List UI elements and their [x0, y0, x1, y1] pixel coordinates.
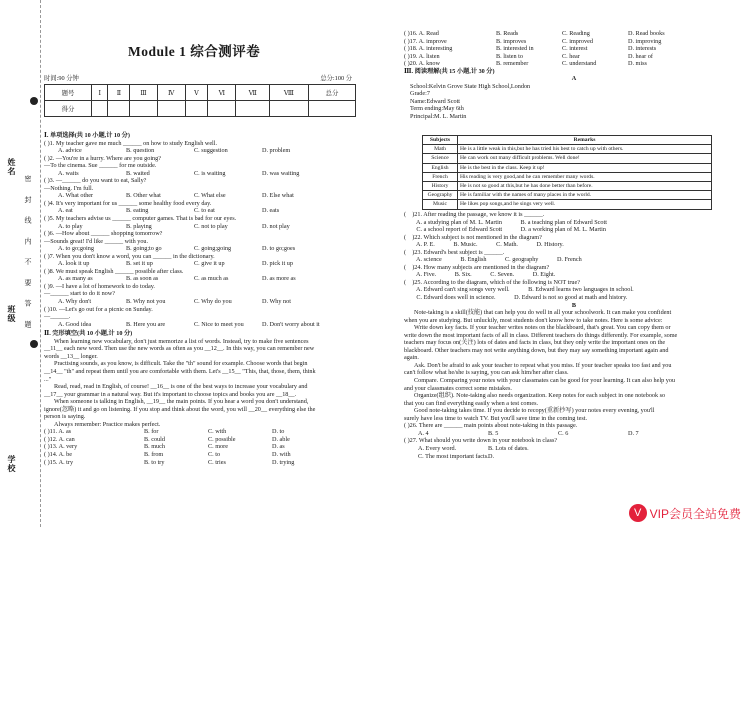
option: B. for — [144, 428, 159, 436]
subject-remark: He can work out many difficult problems. Well done! — [458, 154, 712, 163]
options-row — [44, 207, 352, 215]
cloze-question: ( )15. A. try — [44, 458, 74, 466]
option: C. to — [208, 450, 221, 458]
subject-remark: His reading is very good,and he can remember many words. — [458, 172, 712, 181]
score-cell — [208, 101, 236, 117]
score-cell — [92, 101, 108, 117]
option: D. to — [272, 428, 285, 436]
report-info-line: Grade:7 — [410, 90, 430, 98]
option: C. Reading — [562, 30, 590, 37]
options-row — [44, 275, 352, 283]
option: A. Every word. — [418, 444, 457, 452]
option: A. look it up — [58, 260, 90, 268]
passage-b-label: B — [571, 301, 577, 309]
question-stem: ( )2. —You're in a hurry. Where are you going? — [44, 154, 161, 162]
cloze-text-line: ..." — [44, 375, 52, 383]
vip-icon: V — [629, 504, 647, 522]
cloze-question: ( )13. A. very — [44, 443, 78, 451]
option: B. Reads — [496, 30, 519, 37]
option: A. What other — [58, 192, 94, 200]
score-header-cell: Ⅲ — [130, 85, 157, 101]
cloze-text-line: __17__ your grammar in a natural way. But it's important to choose topics and books you are __18__. — [44, 390, 297, 398]
options-row — [404, 453, 744, 461]
option: D. as more as — [262, 275, 296, 283]
passage-b-line: teachers may focus on(关注) lots of dates and facts in class, but they only write the important ones on the — [404, 339, 666, 347]
subject-row — [423, 145, 712, 154]
score-cell — [236, 101, 270, 117]
option: B. question — [126, 147, 155, 155]
option: B. remember — [496, 60, 529, 68]
option: D. interests — [628, 45, 657, 53]
option: D. hear of — [628, 52, 653, 60]
reading-question-line: ( )23. Edward's best subject is ______. — [404, 248, 505, 256]
options-row — [44, 260, 352, 268]
option: B. 5 — [488, 429, 499, 437]
subject-row — [423, 154, 712, 163]
option: B. Lots of dates. — [488, 444, 529, 452]
score-cell — [308, 101, 355, 117]
option: C. not to play — [194, 222, 228, 230]
option: B. to try — [144, 458, 165, 466]
cloze-question: ( )16. A. Read — [404, 30, 439, 37]
passage-b-line: blackboard. Other teachers may not write anything down, but they may say something important again and — [404, 346, 669, 354]
score-cell — [157, 101, 185, 117]
passage-b-line: surely have less time to watch TV. But you'll save time in the coming test. — [404, 414, 588, 422]
option: B. listen to — [496, 52, 523, 60]
passage-a-label: A — [571, 75, 577, 83]
th-subjects: Subjects — [423, 136, 458, 145]
reading-question-line: A. P. E. B. Music. C. Math. D. History. — [404, 241, 564, 249]
question-stem: —______ start to do it now? — [44, 290, 115, 298]
cloze-option-row — [44, 436, 352, 444]
option: C. understand — [562, 60, 597, 68]
question-stem: —______. — [44, 313, 71, 321]
cloze-option-row — [44, 459, 352, 467]
option: D. was waiting — [262, 169, 300, 177]
binding-hole-top — [30, 97, 38, 105]
exam-meta — [44, 73, 352, 82]
vip-badge[interactable] — [629, 504, 741, 522]
question-stem: ( )10. —Let's go out for a picnic on Sunday. — [44, 305, 153, 313]
option: D. — [488, 452, 495, 460]
option: B. waited — [126, 169, 150, 177]
option: D. trying — [272, 458, 295, 466]
options-row — [404, 445, 744, 453]
subject-remark: He is the best in the class. Keep it up! — [458, 163, 712, 172]
cloze-text-line: Always remember: Practice makes perfect. — [54, 420, 161, 428]
cloze-question: ( )19. A. listen — [404, 52, 440, 60]
option: C. to eat — [194, 207, 215, 215]
option: C. with — [208, 428, 227, 436]
question-stem: —Sounds great! I'd like ______ with you. — [44, 237, 149, 245]
reading-question-line: C. a school report of Edward Scott D. a working plan of M. L. Martin — [404, 226, 606, 234]
cloze-option-row — [404, 45, 744, 53]
report-info-line: Term ending:May 6th — [410, 105, 464, 113]
option: B. improves — [496, 37, 527, 45]
question-stem: ( )7. When you don't know a word, you can ______ in the dictionary. — [44, 252, 215, 260]
option: D. with — [272, 450, 291, 458]
cloze-question: ( )20. A. know — [404, 60, 440, 68]
question-stem: ( )6. —How about ______ shopping tomorrow? — [44, 230, 163, 238]
question-stem: ( )5. My teachers advise us ______ computer games. That is bad for our eyes. — [44, 215, 237, 223]
option: C. suggestion — [194, 147, 228, 155]
reading-question-line: ( )25. According to the diagram, which of the following is NOT true? — [404, 278, 581, 286]
cloze-text-line: person is saying. — [44, 413, 86, 421]
option: D. Read books — [628, 30, 665, 37]
passage-b-line: when you are studying. But unluckily, most students don't know how to take notes. Here is some advice: — [404, 316, 663, 324]
school-label: 学校 — [7, 455, 16, 473]
score-header-cell: Ⅴ — [185, 85, 208, 101]
passage-b-line: and your classmates correct some mistakes. — [404, 384, 512, 392]
option: D. Don't worry about it — [262, 320, 320, 328]
section-3-heading: Ⅲ. 阅读理解(共 15 小题,计 30 分) — [404, 67, 495, 75]
option: D. eats — [262, 207, 280, 215]
option: D. as — [272, 443, 285, 451]
subject-name: English — [423, 163, 458, 172]
option: B. from — [144, 450, 164, 458]
option: A. advice — [58, 147, 82, 155]
question-stem: ( )26. There are ______ main points about note-taking in this passage. — [404, 422, 578, 430]
reading-question-line: A. a studying plan of M. L. Martin B. a teaching plan of Edward Scott — [404, 218, 607, 226]
reading-question-line: A. Edward can't sing songs very well. B. Edward learns two languages in school. — [404, 286, 634, 294]
option: C. Why do you — [194, 298, 232, 306]
cloze-option-row — [404, 60, 744, 68]
option: A. Good idea — [58, 320, 92, 328]
subject-remark: He is a little weak in this,but he has tried his best to catch up with others. — [458, 145, 712, 154]
subject-name: Geography — [423, 191, 458, 200]
section-1-heading: Ⅰ. 单项选择(共 10 小题,计 10 分) — [44, 132, 130, 139]
reading-question-line: C. Edward does well in science. D. Edward is not so good at math and history. — [404, 294, 628, 302]
option: C. more — [208, 443, 228, 451]
cloze-option-row — [44, 451, 352, 459]
option: C. What else — [194, 192, 226, 200]
cloze-question: ( )18. A. interesting — [404, 45, 453, 53]
question-stem: —To the cinema. Sue ______ for me outside. — [44, 162, 157, 170]
score-header-cell: Ⅷ — [269, 85, 308, 101]
score-header-cell: Ⅳ — [157, 85, 185, 101]
class-label: 班级 — [7, 305, 16, 323]
passage-b-line: write down the most important facts of all in class. Different teachers do things differently. For example, some — [404, 331, 678, 339]
option: D. problem — [262, 147, 291, 155]
subject-remark: He is familiar with the names of many places in the world. — [458, 191, 712, 200]
reading-question-line: ( )24. How many subjects are mentioned in the diagram? — [404, 263, 550, 271]
option: D. able — [272, 435, 290, 443]
option: B. Here you are — [126, 320, 166, 328]
subject-remark: He is not so good at this,but he has done better than before. — [458, 181, 712, 190]
question-stem: ( )27. What should you write down in your notebook in class? — [404, 437, 558, 445]
option: C. 6 — [558, 429, 569, 437]
cloze-option-row — [404, 30, 744, 38]
cloze-text-line: Read, read, read in English, of course! __16__ is one of the best ways to increase your vocabulary and — [54, 383, 308, 391]
cloze-question: ( )17. A. improve — [404, 37, 447, 45]
option: B. interested in — [496, 45, 534, 53]
score-header-cell: 题号 — [45, 85, 92, 101]
score-header-cell: Ⅵ — [208, 85, 236, 101]
passage-b-line: Good note-taking takes time. If you decide to recopy(重新抄写) your notes every evening, you'll — [414, 407, 655, 415]
question-stem: —Nothing. I'm full. — [44, 184, 94, 192]
vip-text: VIP会员全站免费 — [649, 506, 741, 521]
report-info-line: Principal:M. L. Martin — [410, 113, 467, 121]
option: D. Else what — [262, 192, 294, 200]
right-column-lower — [404, 211, 744, 708]
cloze-text-line: Practising sounds, as you know, is difficult. Take the "th" sound for example. Choose words that begin — [54, 360, 308, 368]
question-stem: ( )3. —______ do you want to eat, Sally? — [44, 177, 147, 185]
option: B. Other what — [126, 192, 161, 200]
th-remarks: Remarks — [458, 136, 712, 145]
option: C. going;going — [194, 245, 232, 253]
subject-name: Music — [423, 200, 458, 209]
question-stem: ( )1. My teacher gave me much ______ on how to study English well. — [44, 139, 218, 147]
seal-line-text: 密 封 线 内 不 要 答 题 — [24, 175, 32, 334]
options-row — [44, 245, 352, 253]
score-row-label: 得分 — [45, 101, 92, 117]
options-row — [44, 192, 352, 200]
cloze-question: ( )11. A. as — [44, 428, 72, 436]
option: C. hear — [562, 52, 580, 60]
option: B. set it up — [126, 260, 153, 268]
option: A. to go;going — [58, 245, 94, 253]
time-limit: 时间:90 分钟 — [44, 75, 79, 82]
option: C. improved — [562, 37, 593, 45]
subject-name: Math — [423, 145, 458, 154]
subject-name: History — [423, 181, 458, 190]
report-info-line: Name:Edward Scott — [410, 97, 461, 105]
option: B. much — [144, 443, 165, 451]
total-score: 总分:100 分 — [320, 75, 352, 82]
option: B. playing — [126, 222, 152, 230]
option: C. The most important facts. — [418, 452, 489, 460]
passage-b-line: Ask. Don't be afraid to ask your teacher to repeat what you miss. If your teacher speaks too fast and you — [414, 361, 672, 369]
cloze-text-line: __11__ each new word. Then use the new words as often as you __12__. In this way, you can remember new — [44, 345, 315, 353]
option: D. to go;goes — [262, 245, 296, 253]
binding-hole-bottom — [30, 340, 38, 348]
option: B. Why not you — [126, 298, 166, 306]
score-table — [44, 84, 356, 117]
cloze-text-line: ignore(忽略) it and go on listening. If you stop and think about the word, you will __20__ everything else the — [44, 405, 316, 413]
subject-row — [423, 191, 712, 200]
cloze-option-row — [404, 53, 744, 61]
name-label: 姓名 — [7, 158, 16, 176]
reading-question-line: A. Five. B. Six. C. Seven. D. Eight. — [404, 271, 556, 279]
score-header-cell: Ⅱ — [108, 85, 130, 101]
page-title: Module 1 综合测评卷 — [128, 44, 261, 59]
option: D. not play — [262, 222, 290, 230]
score-cell — [130, 101, 157, 117]
options-row — [44, 147, 352, 155]
passage-b-line: Organize(组织). Note-taking also needs organization. Keep notes for each subject in one notebook so — [414, 392, 666, 400]
option: C. as much as — [194, 275, 229, 283]
options-row — [44, 223, 352, 231]
question-stem: ( )4. It's very important for us ______ some healthy food every day. — [44, 199, 212, 207]
subject-name: Science — [423, 154, 458, 163]
cloze-question: ( )14. A. be — [44, 450, 73, 458]
option: D. improving — [628, 37, 662, 45]
option: B. as soon as — [126, 275, 159, 283]
option: A. to play — [58, 222, 83, 230]
subject-name: French — [423, 172, 458, 181]
option: A. as many as — [58, 275, 93, 283]
score-header-cell: Ⅰ — [92, 85, 108, 101]
options-row — [44, 321, 352, 329]
option: D. pick it up — [262, 260, 293, 268]
passage-b-line: Note-taking is a skill(技能) that can help you do well in all your schoolwork. It can make you confident — [414, 309, 672, 317]
subject-remarks-table — [422, 135, 712, 210]
option: C. interest — [562, 45, 588, 53]
subject-row — [423, 172, 712, 181]
cloze-text-line: When someone is talking in English, __19__ the main points. If you hear a word you don't understand, — [54, 398, 309, 406]
cloze-text-line: __14__ "th" and repeat them until you are comfortable with them. Let's __15__ "This, that, those, them, think — [44, 367, 316, 375]
option: A. 4 — [418, 429, 429, 437]
reading-question-line: ( )22. Which subject is not mentioned in the diagram? — [404, 233, 542, 241]
option: C. Nice to meet you — [194, 320, 244, 328]
score-cell — [269, 101, 308, 117]
left-column — [44, 132, 352, 619]
score-cell — [108, 101, 130, 117]
passage-b-line: Compare. Comparing your notes with your classmates can be good for your learning. It can also help you — [414, 377, 676, 385]
subject-remark: He likes pop songs,and he sings very well. — [458, 200, 712, 209]
cloze-text-line: words __13__ longer. — [44, 352, 98, 360]
cloze-option-row — [44, 443, 352, 451]
option: C. possible — [208, 435, 236, 443]
option: B. eating — [126, 207, 149, 215]
section-2-heading: Ⅱ. 完形填空(共 10 小题,计 10 分) — [44, 330, 133, 338]
cloze-option-row — [404, 38, 744, 46]
question-stem: ( )9. —I have a lot of homework to do today. — [44, 282, 155, 290]
option: C. tries — [208, 458, 226, 466]
reading-question-line: A. science B. English C. geography D. French — [404, 256, 582, 264]
passage-b-line: again. — [404, 354, 419, 362]
seal-margin — [0, 0, 41, 527]
score-cell — [185, 101, 208, 117]
question-stem: ( )8. We must speak English ______ possible after class. — [44, 267, 184, 275]
score-header-cell: 总分 — [308, 85, 355, 101]
options-row — [44, 170, 352, 178]
options-row — [404, 430, 744, 438]
option: D. Why not — [262, 298, 291, 306]
option: D. 7 — [628, 429, 639, 437]
passage-b-line: Write down key facts. If your teacher writes notes on the blackboard, that's great. You can copy them or — [414, 324, 671, 332]
subject-row — [423, 163, 712, 172]
passage-b-line: can't follow what he/she is saying, you can ask him/her after class. — [404, 369, 569, 377]
options-row — [44, 298, 352, 306]
report-info-line: School:Kelvin Grove State High School,London — [410, 82, 531, 90]
option: A. eat — [58, 207, 73, 215]
cloze-option-row — [44, 428, 352, 436]
option: B. could — [144, 435, 165, 443]
passage-b-line: that you can find everything easily when a test comes. — [404, 399, 539, 407]
reading-question-line: ( )21. After reading the passage, we know it is ______. — [404, 211, 545, 218]
option: B. going;to go — [126, 245, 162, 253]
cloze-question: ( )12. A. can — [44, 435, 75, 443]
option: C. give it up — [194, 260, 225, 268]
option: A. waits — [58, 169, 79, 177]
cloze-text-line: When learning new vocabulary, don't just memorize a list of words. Instead, try to make five sentences — [54, 337, 309, 345]
option: A. Why don't — [58, 298, 92, 306]
subject-row — [423, 200, 712, 209]
score-header-cell: Ⅶ — [236, 85, 270, 101]
subject-row — [423, 181, 712, 190]
option: C. is waiting — [194, 169, 226, 177]
option: D. miss — [628, 60, 647, 68]
